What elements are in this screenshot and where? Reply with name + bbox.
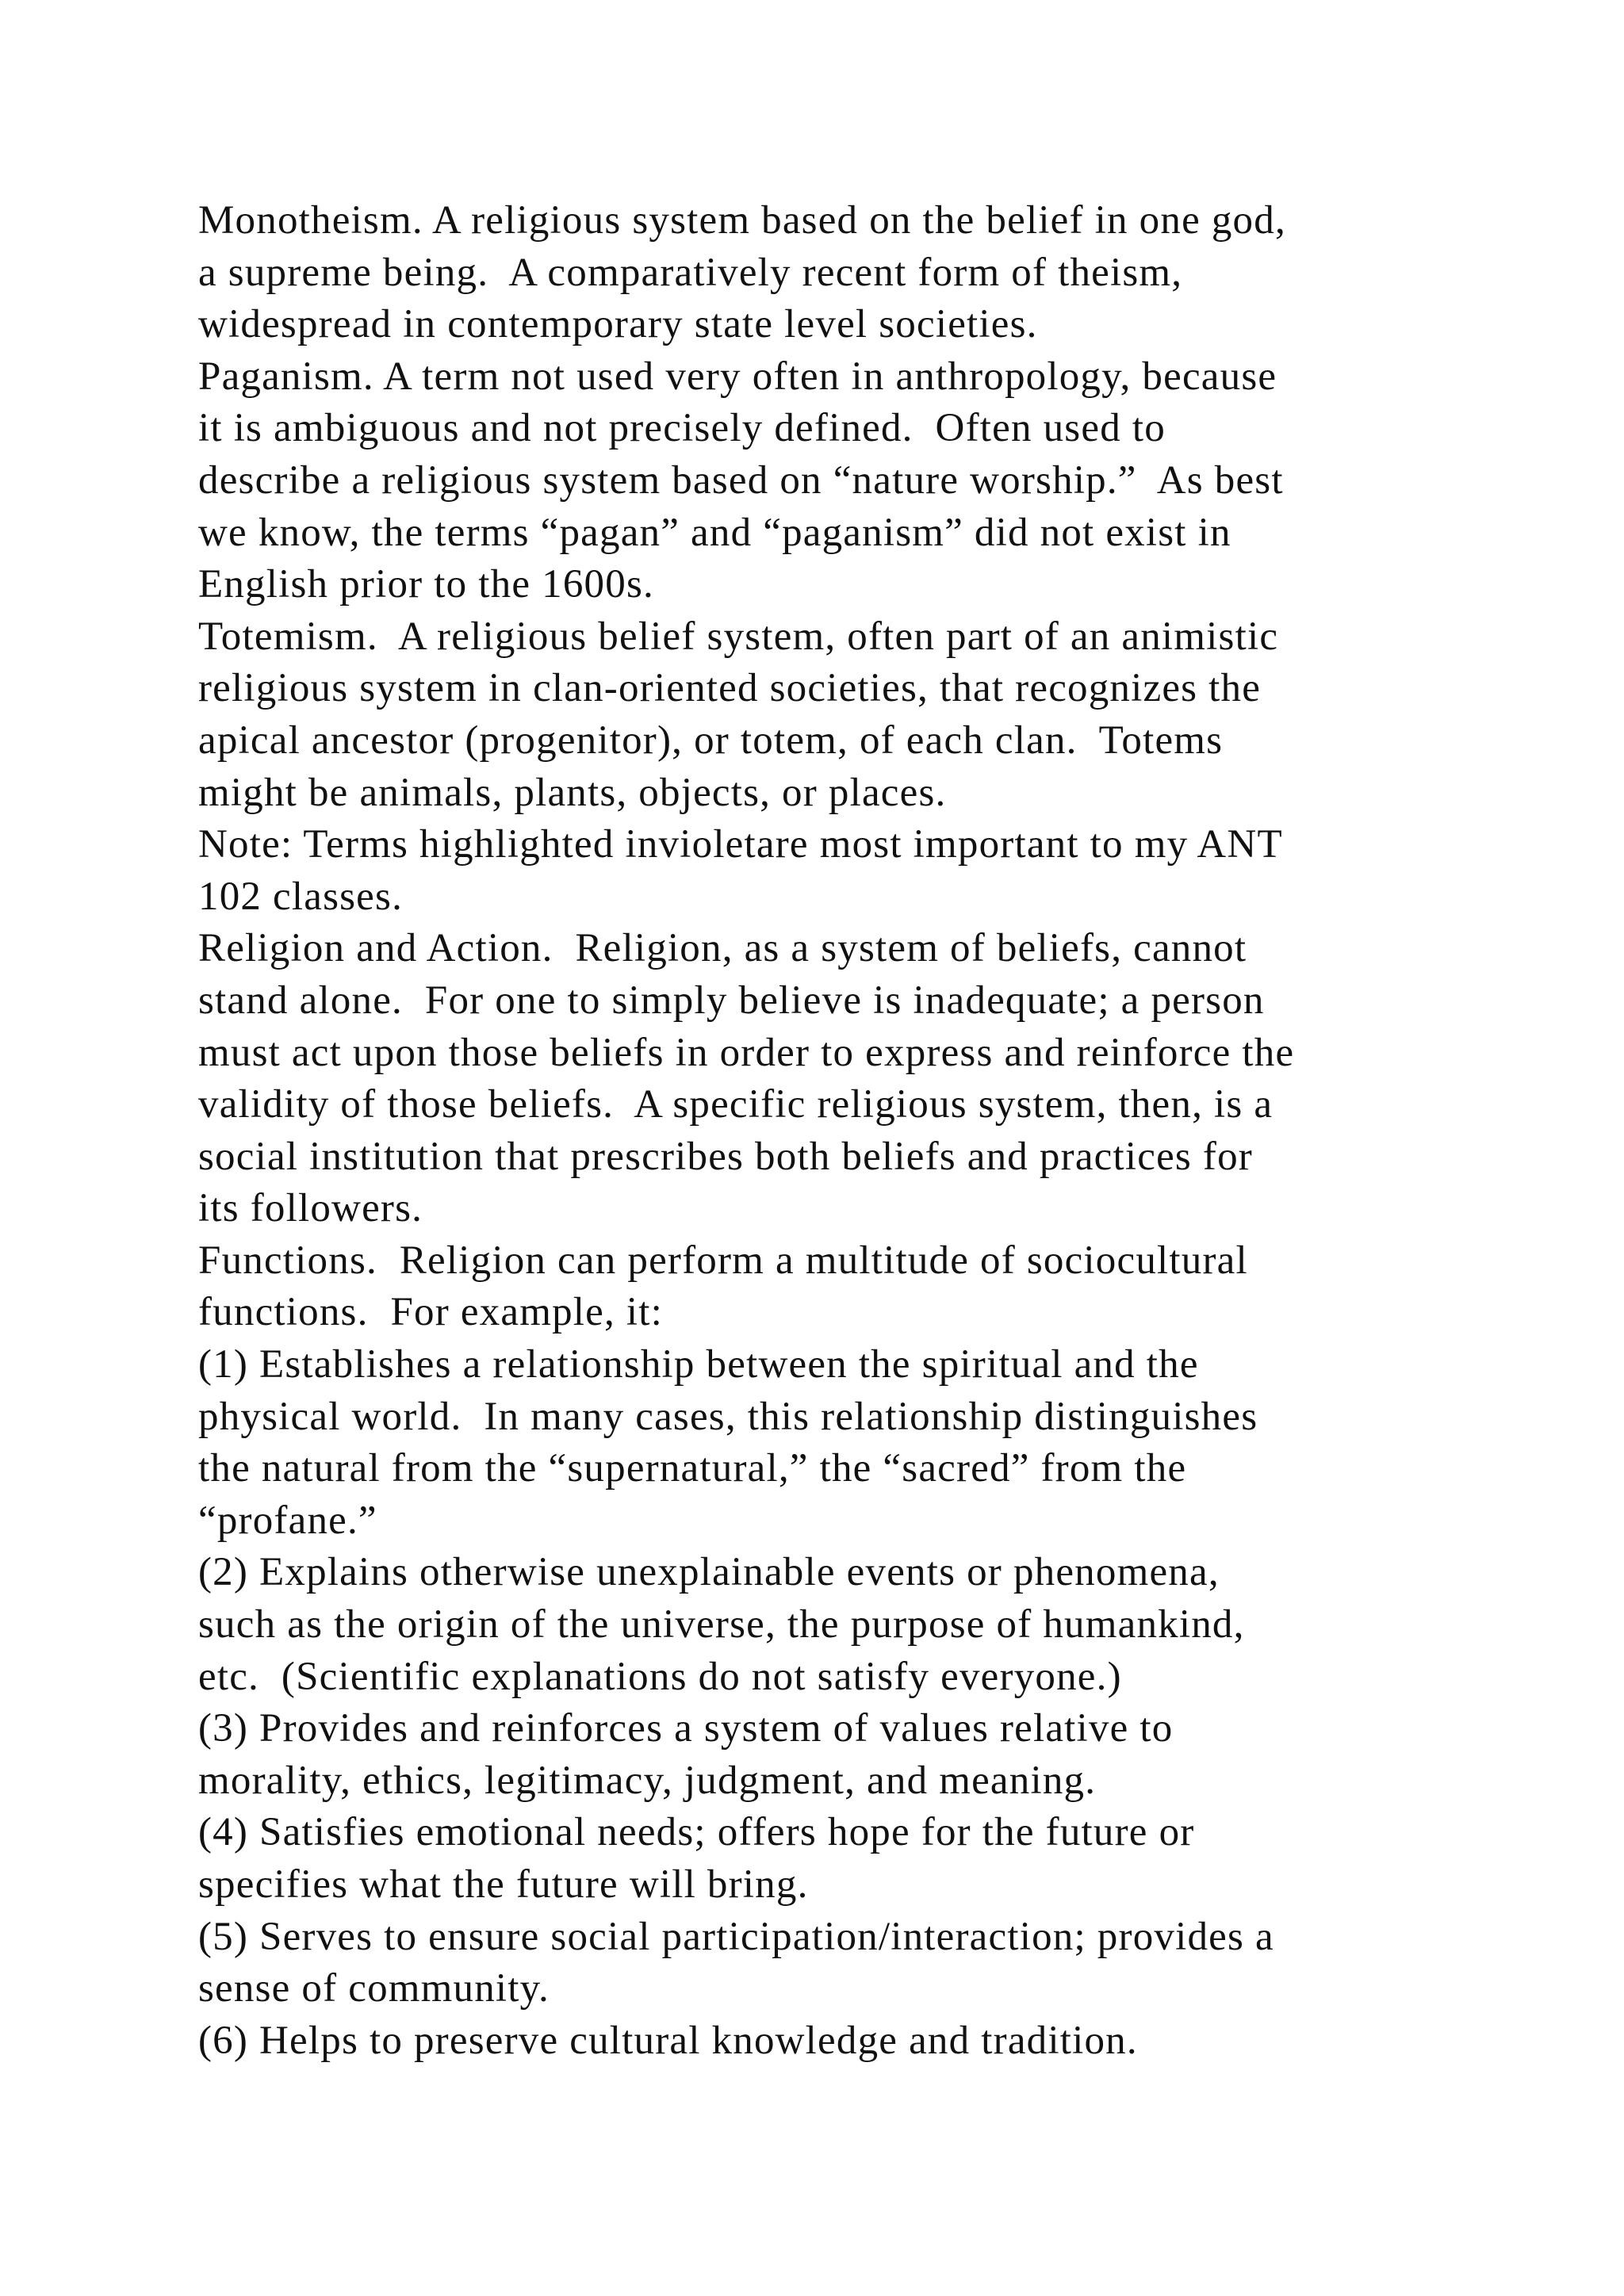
- text-line: must act upon those beliefs in order to express and reinforce the: [198, 1030, 1295, 1075]
- text-line: “profane.”: [198, 1498, 377, 1543]
- text-line: apical ancestor (progenitor), or totem, of each clan. Totems: [198, 718, 1224, 763]
- text-line: (3) Provides and reinforces a system of values relative to: [198, 1706, 1174, 1751]
- text-line: social institution that prescribes both beliefs and practices for: [198, 1134, 1253, 1179]
- text-line: (1) Establishes a relationship between the spiritual and the: [198, 1342, 1199, 1387]
- text-line: widespread in contemporary state level societies.: [198, 302, 1038, 347]
- text-line: functions. For example, it:: [198, 1290, 664, 1335]
- text-line: physical world. In many cases, this relationship distinguishes: [198, 1394, 1258, 1439]
- text-line: a supreme being. A comparatively recent form of theism,: [198, 250, 1183, 295]
- text-line: (2) Explains otherwise unexplainable events or phenomena,: [198, 1550, 1220, 1595]
- text-line: might be animals, plants, objects, or places.: [198, 770, 947, 815]
- text-line: English prior to the 1600s.: [198, 562, 654, 607]
- text-line: sense of community.: [198, 1966, 550, 2011]
- text-line: (6) Helps to preserve cultural knowledge and tradition.: [198, 2018, 1138, 2063]
- text-line: specifies what the future will bring.: [198, 1862, 809, 1907]
- text-line: Paganism. A term not used very often in anthropology, because: [198, 354, 1277, 399]
- text-line: (4) Satisfies emotional needs; offers hope for the future or: [198, 1810, 1195, 1855]
- text-line: we know, the terms “pagan” and “paganism” did not exist in: [198, 510, 1231, 555]
- text-line: validity of those beliefs. A specific religious system, then, is a: [198, 1082, 1274, 1127]
- text-line: Note: Terms highlighted invioletare most important to my ANT: [198, 822, 1283, 867]
- text-line: religious system in clan-oriented societies, that recognizes the: [198, 666, 1262, 711]
- text-line: such as the origin of the universe, the purpose of humankind,: [198, 1602, 1245, 1647]
- text-line: etc. (Scientific explanations do not satisfy everyone.): [198, 1654, 1122, 1699]
- text-line: the natural from the “supernatural,” the “sacred” from the: [198, 1446, 1187, 1491]
- text-line: 102 classes.: [198, 874, 404, 919]
- text-line: Functions. Religion can perform a multitude of sociocultural: [198, 1238, 1248, 1283]
- text-line: (5) Serves to ensure social participation/interaction; provides a: [198, 1914, 1274, 1959]
- text-line: its followers.: [198, 1186, 423, 1231]
- text-line: Monotheism. A religious system based on the belief in one god,: [198, 198, 1286, 243]
- text-line: stand alone. For one to simply believe is inadequate; a person: [198, 978, 1265, 1023]
- text-line: describe a religious system based on “nature worship.” As best: [198, 457, 1284, 503]
- text-line: it is ambiguous and not precisely defined. Often used to: [198, 406, 1166, 451]
- text-line: Totemism. A religious belief system, often part of an animistic: [198, 614, 1279, 659]
- document-body-text: [198, 195, 1467, 2067]
- text-line: morality, ethics, legitimacy, judgment, and meaning.: [198, 1758, 1097, 1803]
- text-line: Religion and Action. Religion, as a system of beliefs, cannot: [198, 926, 1247, 971]
